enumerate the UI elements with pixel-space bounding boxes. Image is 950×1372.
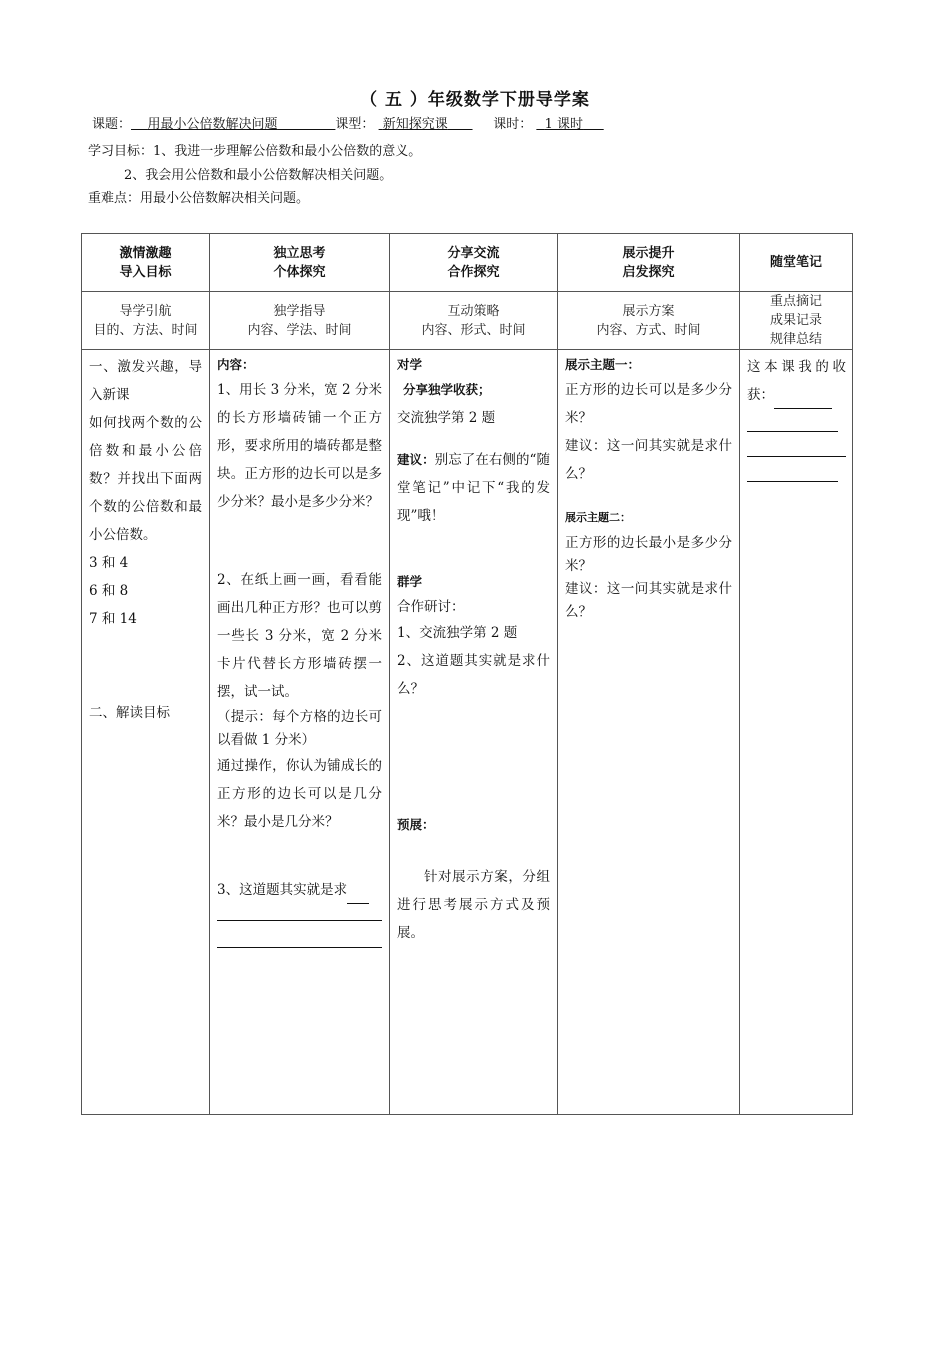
hours-value: 1 课时: [544, 117, 584, 132]
question-1: 1、用长 3 分米，宽 2 分米的长方形墙砖铺一个正方形，要求所用的墙砖都是整块。正方形的边长可以是多少分米？最小是多少分米？: [217, 382, 382, 510]
subheader-cell-1: 导学引航 目的、方法、时间: [82, 292, 210, 350]
share-label: 分享独学收获；: [403, 382, 491, 397]
qunxue-label: 群学: [397, 574, 423, 589]
question-2: 2、在纸上画一画，看看能画出几种正方形？也可以剪一些长 3 分米，宽 2 分米卡片代替长方形墙砖摆一摆，试一试。: [217, 572, 382, 700]
pair-2: 6 和 8: [89, 583, 129, 599]
theme-2-question: 正方形的边长最小是多少分米？: [565, 535, 732, 574]
theme-2-suggestion: 建议：这一问其实就是求什么？: [565, 581, 732, 620]
suggestion: 建议：别忘了在右侧的“随堂笔记”中记下“我的发现”哦！: [397, 452, 550, 524]
intro-heading: 一、激发兴趣，导入新课: [89, 359, 202, 403]
intro-question: 如何找两个数的公倍数和最小公倍数？并找出下面两个数的公倍数和最小公倍数。: [89, 415, 202, 543]
key-point: 重难点：用最小公倍数解决相关问题。: [88, 191, 310, 206]
yuzhan-label: 预展：: [397, 817, 435, 832]
question-2b: 通过操作，你认为铺成长的正方形的边长可以是几分米？最小是几分米？: [217, 758, 382, 830]
theme-1-question: 正方形的边长可以是多少分米？: [565, 382, 732, 426]
content-cell-notes: [740, 350, 853, 1115]
hours-label: 课时：: [493, 117, 533, 132]
header-cell-2: 独立思考 个体探究: [210, 234, 390, 292]
content-cell-intro: [82, 350, 210, 1115]
meta-line: [92, 117, 604, 133]
lesson-table: [81, 233, 853, 1115]
theme-2-label: 展示主题二：: [565, 511, 631, 524]
header-row: [82, 234, 853, 292]
notes-line-2[interactable]: [747, 432, 846, 457]
content-row: [82, 350, 853, 1115]
duixue-label: 对学: [397, 357, 423, 372]
question-3: 3、这道题其实就是求: [217, 876, 382, 904]
pair-1: 3 和 4: [89, 555, 129, 571]
yuzhan-text: 针对展示方案，分组进行思考展示方式及预展。: [397, 869, 550, 941]
content-cell-show: [558, 350, 740, 1115]
coop-label: 合作研讨：: [397, 599, 465, 615]
content-cell-self-study: [210, 350, 390, 1115]
share-detail: 交流独学第 2 题: [397, 410, 496, 426]
notes-line-3[interactable]: [747, 457, 838, 482]
coop-item-2: 2、这道题其实就是求什么？: [397, 653, 550, 697]
theme-1-suggestion: 建议：这一问其实就是求什么？: [565, 438, 732, 482]
topic-label: 课题：: [92, 117, 132, 132]
subheader-cell-4: 展示方案 内容、方式、时间: [558, 292, 740, 350]
theme-1-label: 展示主题一：: [565, 357, 641, 372]
type-label: 课型：: [335, 117, 375, 132]
subheader-row: [82, 292, 853, 350]
page-title: （ 五 ）年级数学下册导学案: [360, 90, 590, 110]
coop-item-1: 1、交流独学第 2 题: [397, 625, 518, 641]
subheader-cell-3: 互动策略 内容、形式、时间: [390, 292, 558, 350]
goal-1: 学习目标：1、我进一步理解公倍数和最小公倍数的意义。: [88, 144, 422, 159]
type-value: 新知探究课: [382, 117, 448, 132]
notes-line-1[interactable]: [747, 409, 838, 432]
subheader-cell-5: 重点摘记 成果记录 规律总结: [740, 292, 853, 350]
header-cell-1: 激情激趣 导入目标: [82, 234, 210, 292]
content-heading: 内容：: [217, 357, 255, 372]
goal-2: 2、我会用公倍数和最小公倍数解决相关问题。: [124, 168, 393, 183]
header-cell-5: 随堂笔记: [740, 234, 853, 292]
header-cell-4: 展示提升 启发探究: [558, 234, 740, 292]
notes-prompt: 这本课我的收获：: [747, 353, 846, 409]
answer-line-2[interactable]: [217, 925, 382, 948]
subheader-cell-2: 独学指导 内容、学法、时间: [210, 292, 390, 350]
content-cell-share: [390, 350, 558, 1115]
goal-heading: 二、解读目标: [89, 705, 170, 721]
topic-value: 用最小公倍数解决问题: [147, 117, 278, 132]
hint: （提示：每个方格的边长可以看做 1 分米）: [217, 709, 382, 748]
pair-3: 7 和 14: [89, 611, 137, 627]
header-cell-3: 分享交流 合作探究: [390, 234, 558, 292]
